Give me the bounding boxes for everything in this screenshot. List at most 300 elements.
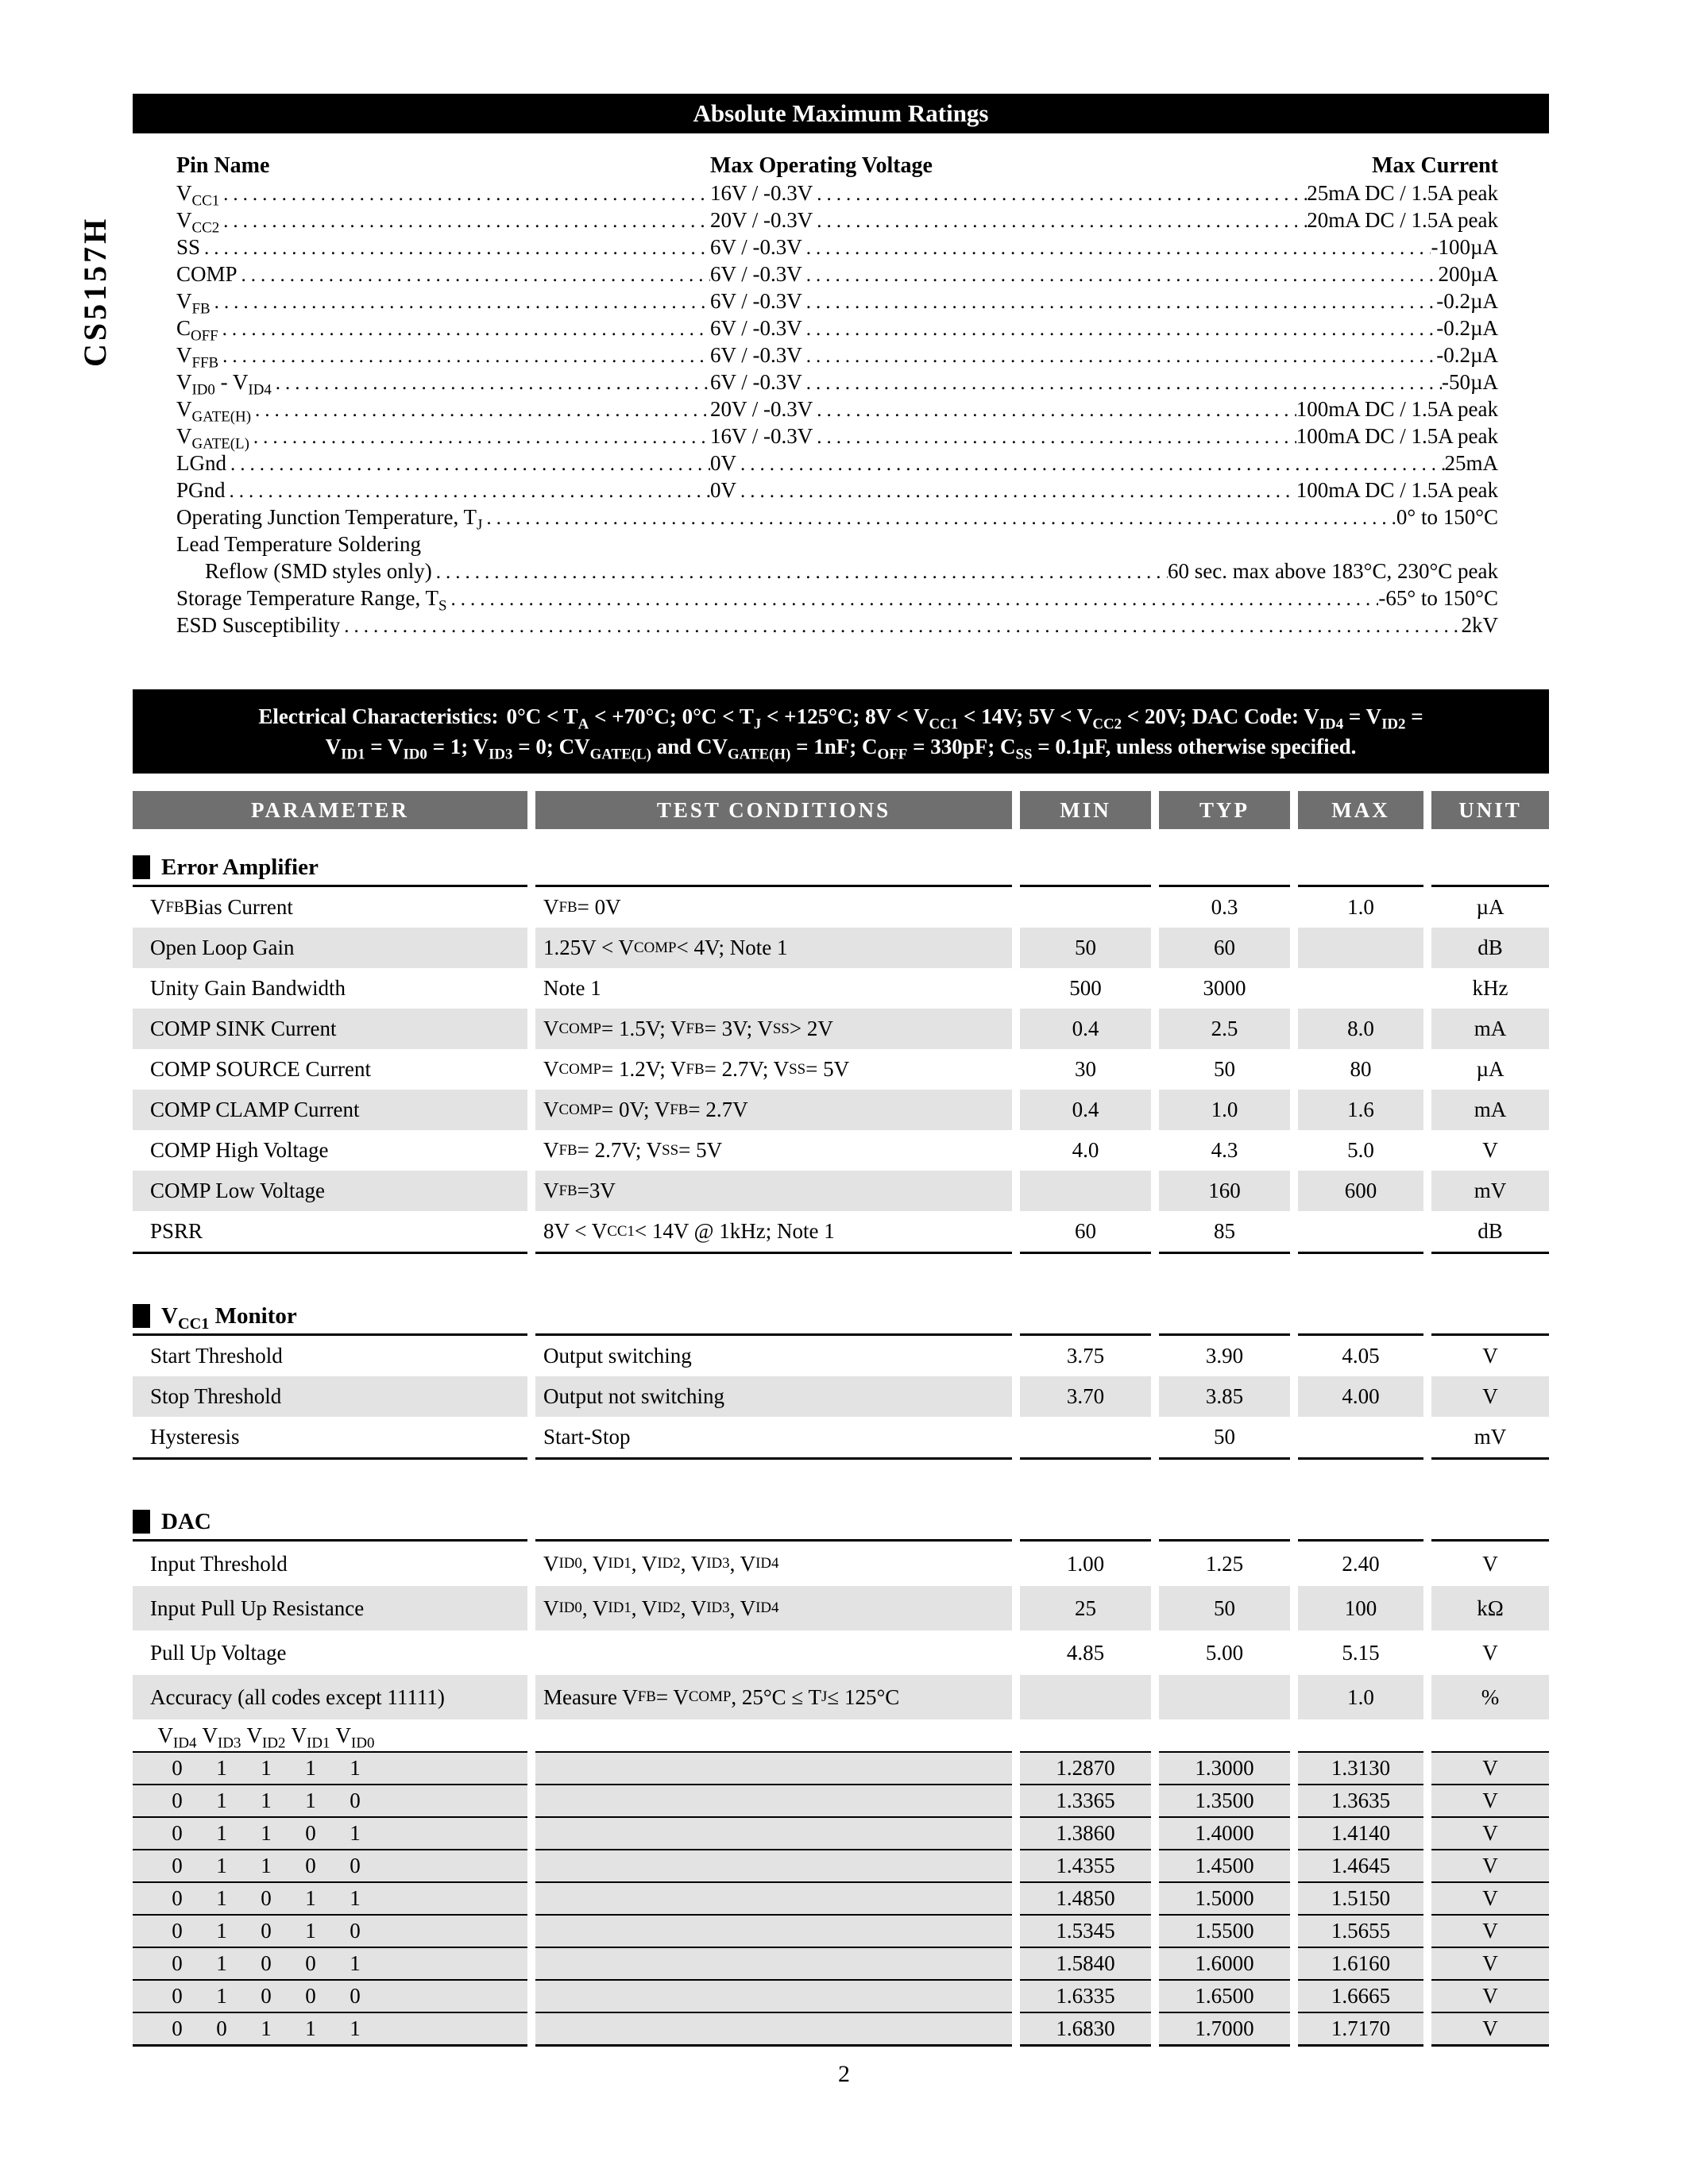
code-bits (133, 1854, 527, 1878)
min-cell: 1.00 (1066, 1551, 1105, 1576)
max-cell: 1.6160 (1298, 1947, 1423, 1979)
max-current-column-header: Max Current (1372, 153, 1498, 178)
max-cell: 80 (1350, 1057, 1372, 1081)
dot-leader (219, 208, 710, 235)
code-bits-cell (133, 1751, 527, 1784)
table-row (133, 1130, 1549, 1171)
bit-vid4: 0 (172, 1854, 183, 1877)
bit-vid4: 0 (172, 1788, 183, 1812)
parameter-cell: Start Threshold (150, 1344, 283, 1368)
unit-cell: mV (1431, 1171, 1549, 1211)
value-group (710, 233, 1498, 262)
unit-cell: V (1431, 1979, 1549, 2012)
test-conditions-cell (535, 1881, 1012, 1914)
dot-leader (272, 370, 710, 397)
typ-cell: 1.4000 (1159, 1816, 1290, 1849)
vid-bit-label: $V_{ID4}$ (157, 1723, 197, 1751)
max-current: 25mA DC / 1.5A peak (1307, 181, 1498, 205)
test-conditions-cell: V FB =3V (535, 1171, 1012, 1211)
bit-vid1: 0 (305, 1951, 316, 1975)
test-conditions-cell (535, 1630, 1012, 1675)
min-cell: 0.4 (1020, 1009, 1151, 1049)
max-cell: 2.40 (1342, 1551, 1380, 1576)
typ-cell: 1.5500 (1159, 1914, 1290, 1947)
bit-vid1: 0 (305, 1854, 316, 1877)
min-cell: 4.0 (1072, 1138, 1099, 1162)
column-header-box: MAX (1298, 791, 1423, 829)
dac-code-row (133, 1947, 1549, 1979)
code-bits-cell (133, 1914, 527, 1947)
unit-cell: µA (1476, 1057, 1505, 1081)
bit-vid4: 0 (172, 1886, 183, 1910)
abs-max-pin-row (133, 233, 1549, 260)
dac-code-row (133, 1881, 1549, 1914)
unit-cell: µA (1476, 895, 1505, 919)
bit-vid1: 0 (305, 1984, 316, 2008)
section-title: $V_{CC1}$ Monitor (161, 1302, 297, 1333)
max-operating-voltage: 0V (710, 451, 736, 475)
unit-cell: V (1482, 1551, 1498, 1576)
test-conditions-cell (535, 1784, 1012, 1816)
pin-group (176, 477, 710, 505)
typ-cell: 3000 (1203, 976, 1246, 1000)
max-cell: 1.7170 (1298, 2012, 1423, 2044)
dot-leader (340, 613, 1461, 640)
min-cell: 1.5840 (1020, 1947, 1151, 1979)
rating-value: 60 sec. max above 183°C, 230°C peak (1167, 559, 1498, 583)
test-conditions-cell: V COMP = 1.2V; V FB = 2.7V; V SS = 5V (543, 1057, 850, 1081)
pin-group (176, 450, 710, 478)
test-conditions-cell (535, 2012, 1012, 2044)
max-operating-voltage: 20V / -0.3V (710, 397, 813, 421)
section-bottom-rule (133, 1252, 1549, 1254)
parameter-cell: Unity Gain Bandwidth (150, 976, 346, 1000)
pin-group (176, 314, 710, 343)
test-conditions-cell (535, 1816, 1012, 1849)
unit-cell: V (1482, 1640, 1498, 1665)
parameter-cell: Input Threshold (150, 1551, 288, 1576)
abs-max-pin-row (133, 341, 1549, 372)
table-row (133, 928, 1549, 968)
max-cell: 5.0 (1347, 1138, 1374, 1162)
bit-vid3: 0 (216, 2016, 227, 2040)
parameter-cell: COMP SINK Current (133, 1009, 527, 1049)
parameter-cell: COMP Low Voltage (133, 1171, 527, 1211)
abs-max-misc-rows (133, 504, 1549, 639)
code-bits-cell (133, 1784, 527, 1816)
parameter-cell: COMP SOURCE Current (150, 1057, 372, 1081)
max-cell: 4.05 (1342, 1344, 1380, 1368)
unit-cell: V (1431, 1881, 1549, 1914)
max-current: 100mA DC / 1.5A peak (1296, 478, 1498, 502)
column-header-box: PARAMETER (133, 791, 527, 829)
value-group (710, 450, 1498, 478)
table-row (133, 1171, 1549, 1211)
pin-group (176, 341, 710, 370)
pin-name: $C_{OFF}$ (176, 316, 218, 345)
bit-vid3: 1 (216, 1756, 227, 1780)
test-conditions-cell: Note 1 (543, 976, 601, 1000)
max-cell: 1.3130 (1298, 1751, 1423, 1784)
unit-cell: kΩ (1431, 1586, 1549, 1630)
rating-name: ESD Susceptibility (176, 613, 341, 637)
vid-bit-label: $V_{ID2}$ (246, 1723, 286, 1751)
code-bits (133, 1821, 527, 1846)
abs-max-pin-row (133, 314, 1549, 345)
ec-conditions-line-1 (156, 701, 1525, 731)
rating-name: Storage Temperature Range, $T_S$ (176, 586, 447, 615)
bit-vid4: 0 (172, 2016, 183, 2040)
table-row (133, 1336, 1549, 1376)
abs-max-misc-row (133, 558, 1549, 585)
dot-leader (249, 424, 710, 451)
pin-group (176, 287, 710, 316)
table-row (133, 1417, 1549, 1457)
section-title: Error Amplifier (161, 854, 319, 880)
min-cell: 4.85 (1066, 1640, 1105, 1665)
value-group (710, 314, 1498, 343)
vcc1-monitor-rows (133, 1336, 1549, 1457)
min-cell: 3.75 (1066, 1344, 1105, 1368)
unit-cell: V (1431, 1816, 1549, 1849)
pin-group (176, 179, 710, 208)
value-group (710, 423, 1498, 451)
dot-leader (802, 289, 1436, 316)
abs-max-pin-rows (133, 179, 1549, 504)
pin-group (176, 233, 710, 262)
bit-vid2: 0 (261, 1984, 272, 2008)
table-row (133, 887, 1549, 928)
column-header-box: TEST CONDITIONS (535, 791, 1012, 829)
parameter-cell: Pull Up Voltage (150, 1640, 287, 1665)
section-bullet-icon (133, 855, 150, 879)
bit-vid0: 1 (350, 1821, 361, 1845)
bit-vid0: 1 (350, 1951, 361, 1975)
test-conditions-cell: V ID0 , V ID1 , V ID2 , V ID3 , V ID4 (543, 1551, 779, 1576)
section-heading (133, 850, 1549, 885)
typ-cell: 3.85 (1159, 1376, 1290, 1417)
section-vcc1-monitor (133, 1298, 1549, 1460)
max-current: 100mA DC / 1.5A peak (1296, 397, 1498, 421)
parameter-cell: Hysteresis (150, 1425, 240, 1449)
unit-cell: V (1431, 1376, 1549, 1417)
section-bullet-icon (133, 1510, 150, 1534)
abs-max-misc-row (133, 612, 1549, 639)
max-cell (1298, 1417, 1423, 1457)
unit-cell: mA (1431, 1009, 1549, 1049)
max-cell: 1.3635 (1298, 1784, 1423, 1816)
bit-vid2: 1 (261, 1821, 272, 1845)
typ-cell: 1.25 (1205, 1551, 1244, 1576)
max-current: 25mA (1444, 451, 1498, 475)
dac-parameter-rows (133, 1542, 1549, 1719)
test-conditions-cell (535, 1914, 1012, 1947)
parameter-cell: Accuracy (all codes except 11111) (133, 1675, 527, 1719)
bit-vid1: 1 (305, 1919, 316, 1943)
parameter-cell: COMP High Voltage (150, 1138, 329, 1162)
vid-bit-label: $V_{ID3}$ (202, 1723, 241, 1751)
bit-vid2: 1 (261, 1756, 272, 1780)
max-operating-voltage: 6V / -0.3V (710, 343, 802, 367)
min-cell (1020, 887, 1151, 928)
dot-leader (813, 208, 1307, 235)
max-operating-voltage: 6V / -0.3V (710, 262, 802, 286)
typ-cell: 1.4500 (1159, 1849, 1290, 1881)
vid-bit-label: $V_{ID0}$ (335, 1723, 375, 1751)
pin-group (176, 369, 710, 397)
table-row (133, 1049, 1549, 1090)
bit-vid3: 1 (216, 1886, 227, 1910)
dot-leader (211, 289, 710, 316)
table-column-headers (133, 791, 1549, 829)
rating-name: Operating Junction Temperature, $T_J$ (176, 505, 483, 534)
max-current: -0.2µA (1436, 343, 1498, 367)
vid-code-header (133, 1719, 1549, 1751)
typ-cell: 3.90 (1205, 1344, 1244, 1368)
abs-max-misc-row (133, 531, 1549, 558)
section-title: DAC (161, 1508, 211, 1534)
max-cell: 1.5150 (1298, 1881, 1423, 1914)
unit-cell: V (1431, 1849, 1549, 1881)
code-bits-cell (133, 2012, 527, 2044)
dot-leader (802, 343, 1436, 370)
unit-cell: V (1431, 2012, 1549, 2044)
dot-leader (813, 181, 1307, 208)
min-cell: 1.3365 (1020, 1784, 1151, 1816)
dot-leader (813, 397, 1296, 424)
max-operating-voltage: 0V (710, 478, 736, 502)
typ-cell: 1.5000 (1159, 1881, 1290, 1914)
rating-value: -65° to 150°C (1378, 586, 1498, 610)
typ-cell: 1.0 (1159, 1090, 1290, 1130)
pin-group (176, 423, 710, 451)
code-bits (133, 2016, 527, 2041)
code-bits (133, 1756, 527, 1781)
max-cell: 1.6 (1298, 1090, 1423, 1130)
max-cell: 600 (1298, 1171, 1423, 1211)
dac-code-row (133, 1849, 1549, 1881)
max-cell (1298, 928, 1423, 968)
max-cell: 1.0 (1298, 1675, 1423, 1719)
unit-cell: V (1482, 1344, 1498, 1368)
abs-max-pin-row (133, 396, 1549, 426)
page-content (133, 94, 1549, 2047)
max-current: -0.2µA (1436, 316, 1498, 340)
dot-leader (802, 316, 1436, 343)
bit-vid3: 1 (216, 1788, 227, 1812)
unit-cell: mA (1431, 1090, 1549, 1130)
max-operating-voltage: 6V / -0.3V (710, 316, 802, 340)
dac-code-row (133, 1816, 1549, 1849)
code-bits (133, 1984, 527, 2008)
max-operating-voltage: 6V / -0.3V (710, 235, 802, 259)
dot-leader (813, 424, 1296, 451)
value-group (710, 260, 1498, 289)
min-cell: 1.6830 (1020, 2012, 1151, 2044)
section-error-amplifier (133, 850, 1549, 1254)
bit-vid3: 1 (216, 1821, 227, 1845)
error-amplifier-rows (133, 887, 1549, 1252)
min-cell: 60 (1075, 1219, 1096, 1243)
code-bits-cell (133, 1947, 527, 1979)
section-bullet-icon (133, 1304, 150, 1328)
typ-cell: 5.00 (1205, 1640, 1244, 1665)
max-cell (1298, 1211, 1423, 1252)
abs-max-misc-row (133, 504, 1549, 534)
pin-name: $V_{CC1}$ (176, 181, 220, 210)
pin-name: $V_{FFB}$ (176, 343, 219, 372)
max-cell (1298, 968, 1423, 1009)
dot-leader (736, 478, 1296, 505)
bit-vid3: 1 (216, 1984, 227, 2008)
abs-max-column-headers (133, 152, 1549, 179)
vid-bit-label: $V_{ID1}$ (291, 1723, 330, 1751)
rating-name: Reflow (SMD styles only) (205, 559, 432, 583)
dot-leader (200, 235, 710, 262)
test-conditions-cell: Measure V FB = V COMP , 25°C ≤ T J ≤ 125°C (535, 1675, 1012, 1719)
code-bits (133, 1886, 527, 1911)
code-bits-cell (133, 1979, 527, 2012)
bit-vid3: 1 (216, 1951, 227, 1975)
max-current: -50µA (1441, 370, 1498, 394)
dot-leader (251, 397, 710, 424)
unit-cell: mV (1474, 1425, 1507, 1449)
abs-max-pin-row (133, 423, 1549, 453)
min-cell: 1.4850 (1020, 1881, 1151, 1914)
typ-cell: 1.6500 (1159, 1979, 1290, 2012)
bit-vid4: 0 (172, 1984, 183, 2008)
electrical-characteristics-bar (133, 689, 1549, 774)
min-cell: 500 (1069, 976, 1102, 1000)
bit-vid2: 0 (261, 1919, 272, 1943)
typ-cell: 50 (1214, 1057, 1235, 1081)
bit-vid0: 0 (350, 1984, 361, 2008)
dot-leader (238, 262, 710, 289)
max-cell: 1.4645 (1298, 1849, 1423, 1881)
bit-vid4: 0 (172, 1919, 183, 1943)
part-number-sidebar: CS5157H (77, 215, 113, 367)
abs-max-pin-row (133, 477, 1549, 504)
min-cell: 25 (1020, 1586, 1151, 1630)
code-bits (133, 1919, 527, 1943)
value-group (710, 206, 1498, 235)
section-dac (133, 1504, 1549, 2047)
min-cell: 1.2870 (1020, 1751, 1151, 1784)
max-current: 100mA DC / 1.5A peak (1296, 424, 1498, 448)
test-conditions-cell: V FB = 2.7V; V SS = 5V (543, 1138, 723, 1162)
dot-leader (432, 559, 1168, 586)
abs-max-pin-row (133, 260, 1549, 287)
test-conditions-cell: V ID0 , V ID1 , V ID2 , V ID3 , V ID4 (535, 1586, 1012, 1630)
min-cell (1020, 1417, 1151, 1457)
max-current: -100µA (1431, 235, 1498, 259)
test-conditions-cell (535, 1947, 1012, 1979)
pin-name: PGnd (176, 478, 226, 502)
code-bits-cell (133, 1816, 527, 1849)
max-cell: 1.0 (1347, 895, 1374, 919)
value-group (710, 477, 1498, 505)
value-group (710, 396, 1498, 424)
max-current: 20mA DC / 1.5A peak (1307, 208, 1498, 232)
max-operating-voltage: 16V / -0.3V (710, 424, 813, 448)
table-row (133, 1090, 1549, 1130)
max-cell: 5.15 (1342, 1640, 1380, 1665)
min-cell: 1.6335 (1020, 1979, 1151, 2012)
min-cell: 3.70 (1020, 1376, 1151, 1417)
parameter-cell: Open Loop Gain (133, 928, 527, 968)
bit-vid0: 1 (350, 2016, 361, 2040)
rating-value: 2kV (1461, 613, 1498, 637)
bit-vid4: 0 (172, 1756, 183, 1780)
dot-leader (219, 181, 710, 208)
table-row (133, 1675, 1549, 1719)
code-bits-cell (133, 1849, 527, 1881)
test-conditions-cell: Output switching (543, 1344, 692, 1368)
abs-max-pin-row (133, 179, 1549, 210)
dot-leader (218, 343, 710, 370)
table-row (133, 1542, 1549, 1586)
dot-leader (447, 586, 1379, 613)
abs-max-pin-row (133, 369, 1549, 399)
unit-cell: % (1431, 1675, 1549, 1719)
table-row (133, 1009, 1549, 1049)
test-conditions-cell: 1.25V < V COMP < 4V; Note 1 (535, 928, 1012, 968)
pin-group (176, 260, 710, 289)
max-cell: 1.5655 (1298, 1914, 1423, 1947)
pin-name: LGnd (176, 451, 226, 475)
dot-leader (802, 262, 1439, 289)
test-conditions-cell: Output not switching (535, 1376, 1012, 1417)
dac-code-row (133, 1784, 1549, 1816)
typ-cell: 1.3000 (1159, 1751, 1290, 1784)
dac-code-row (133, 1751, 1549, 1784)
ec-conditions-text-1: $0^\circ C < T_A < +70^\circ C$; $0^\circ C < T_J < +125^\circ C$; $8V < V_{CC1} < 14V$; $5V < V_{CC2} < 20V$; DAC Code: $V_{ID4} = V_{ID2}$ = (506, 704, 1423, 733)
bit-vid3: 1 (216, 1854, 227, 1877)
value-group (710, 287, 1498, 316)
unit-cell: dB (1431, 928, 1549, 968)
bit-vid2: 0 (261, 1951, 272, 1975)
ec-conditions-line-2: $V_{ID1} = V_{ID0} = 1$; $V_{ID3} = 0$; $CV_{GATE(L)}$ and $CV_{GATE(H)} = 1nF$; $C_{OFF} = 330pF$; $C_{SS} = 0.1\mu F$, unless otherwise specified. (325, 735, 1357, 763)
dac-code-row (133, 1914, 1549, 1947)
test-conditions-cell: V COMP = 1.5V; V FB = 3V; V SS > 2V (535, 1009, 1012, 1049)
bit-vid0: 1 (350, 1886, 361, 1910)
parameter-cell: Input Pull Up Resistance (133, 1586, 527, 1630)
page-number: 2 (838, 2061, 850, 2087)
section-heading (133, 1504, 1549, 1539)
code-bits (133, 1951, 527, 1976)
pin-name: $V_{ID0} - V_{ID4}$ (176, 370, 272, 399)
value-group (710, 179, 1498, 208)
dot-leader (482, 505, 1396, 532)
bit-vid4: 0 (172, 1821, 183, 1845)
dot-leader (802, 235, 1431, 262)
typ-cell: 0.3 (1211, 895, 1238, 919)
dot-leader (218, 316, 710, 343)
test-conditions-cell: 8V < V CC1 < 14V @ 1kHz; Note 1 (543, 1219, 835, 1243)
bit-vid3: 1 (216, 1919, 227, 1943)
test-conditions-cell (535, 1849, 1012, 1881)
rating-name: Lead Temperature Soldering (176, 532, 421, 556)
pin-group (176, 396, 710, 424)
min-cell: 0.4 (1020, 1090, 1151, 1130)
rating-value: 0° to 150°C (1396, 505, 1498, 529)
bit-vid1: 1 (305, 1788, 316, 1812)
max-cell: 4.00 (1298, 1376, 1423, 1417)
column-header-box: UNIT (1431, 791, 1549, 829)
bit-vid1: 1 (305, 1886, 316, 1910)
table-row (133, 1630, 1549, 1675)
pin-name: $V_{CC2}$ (176, 208, 220, 237)
